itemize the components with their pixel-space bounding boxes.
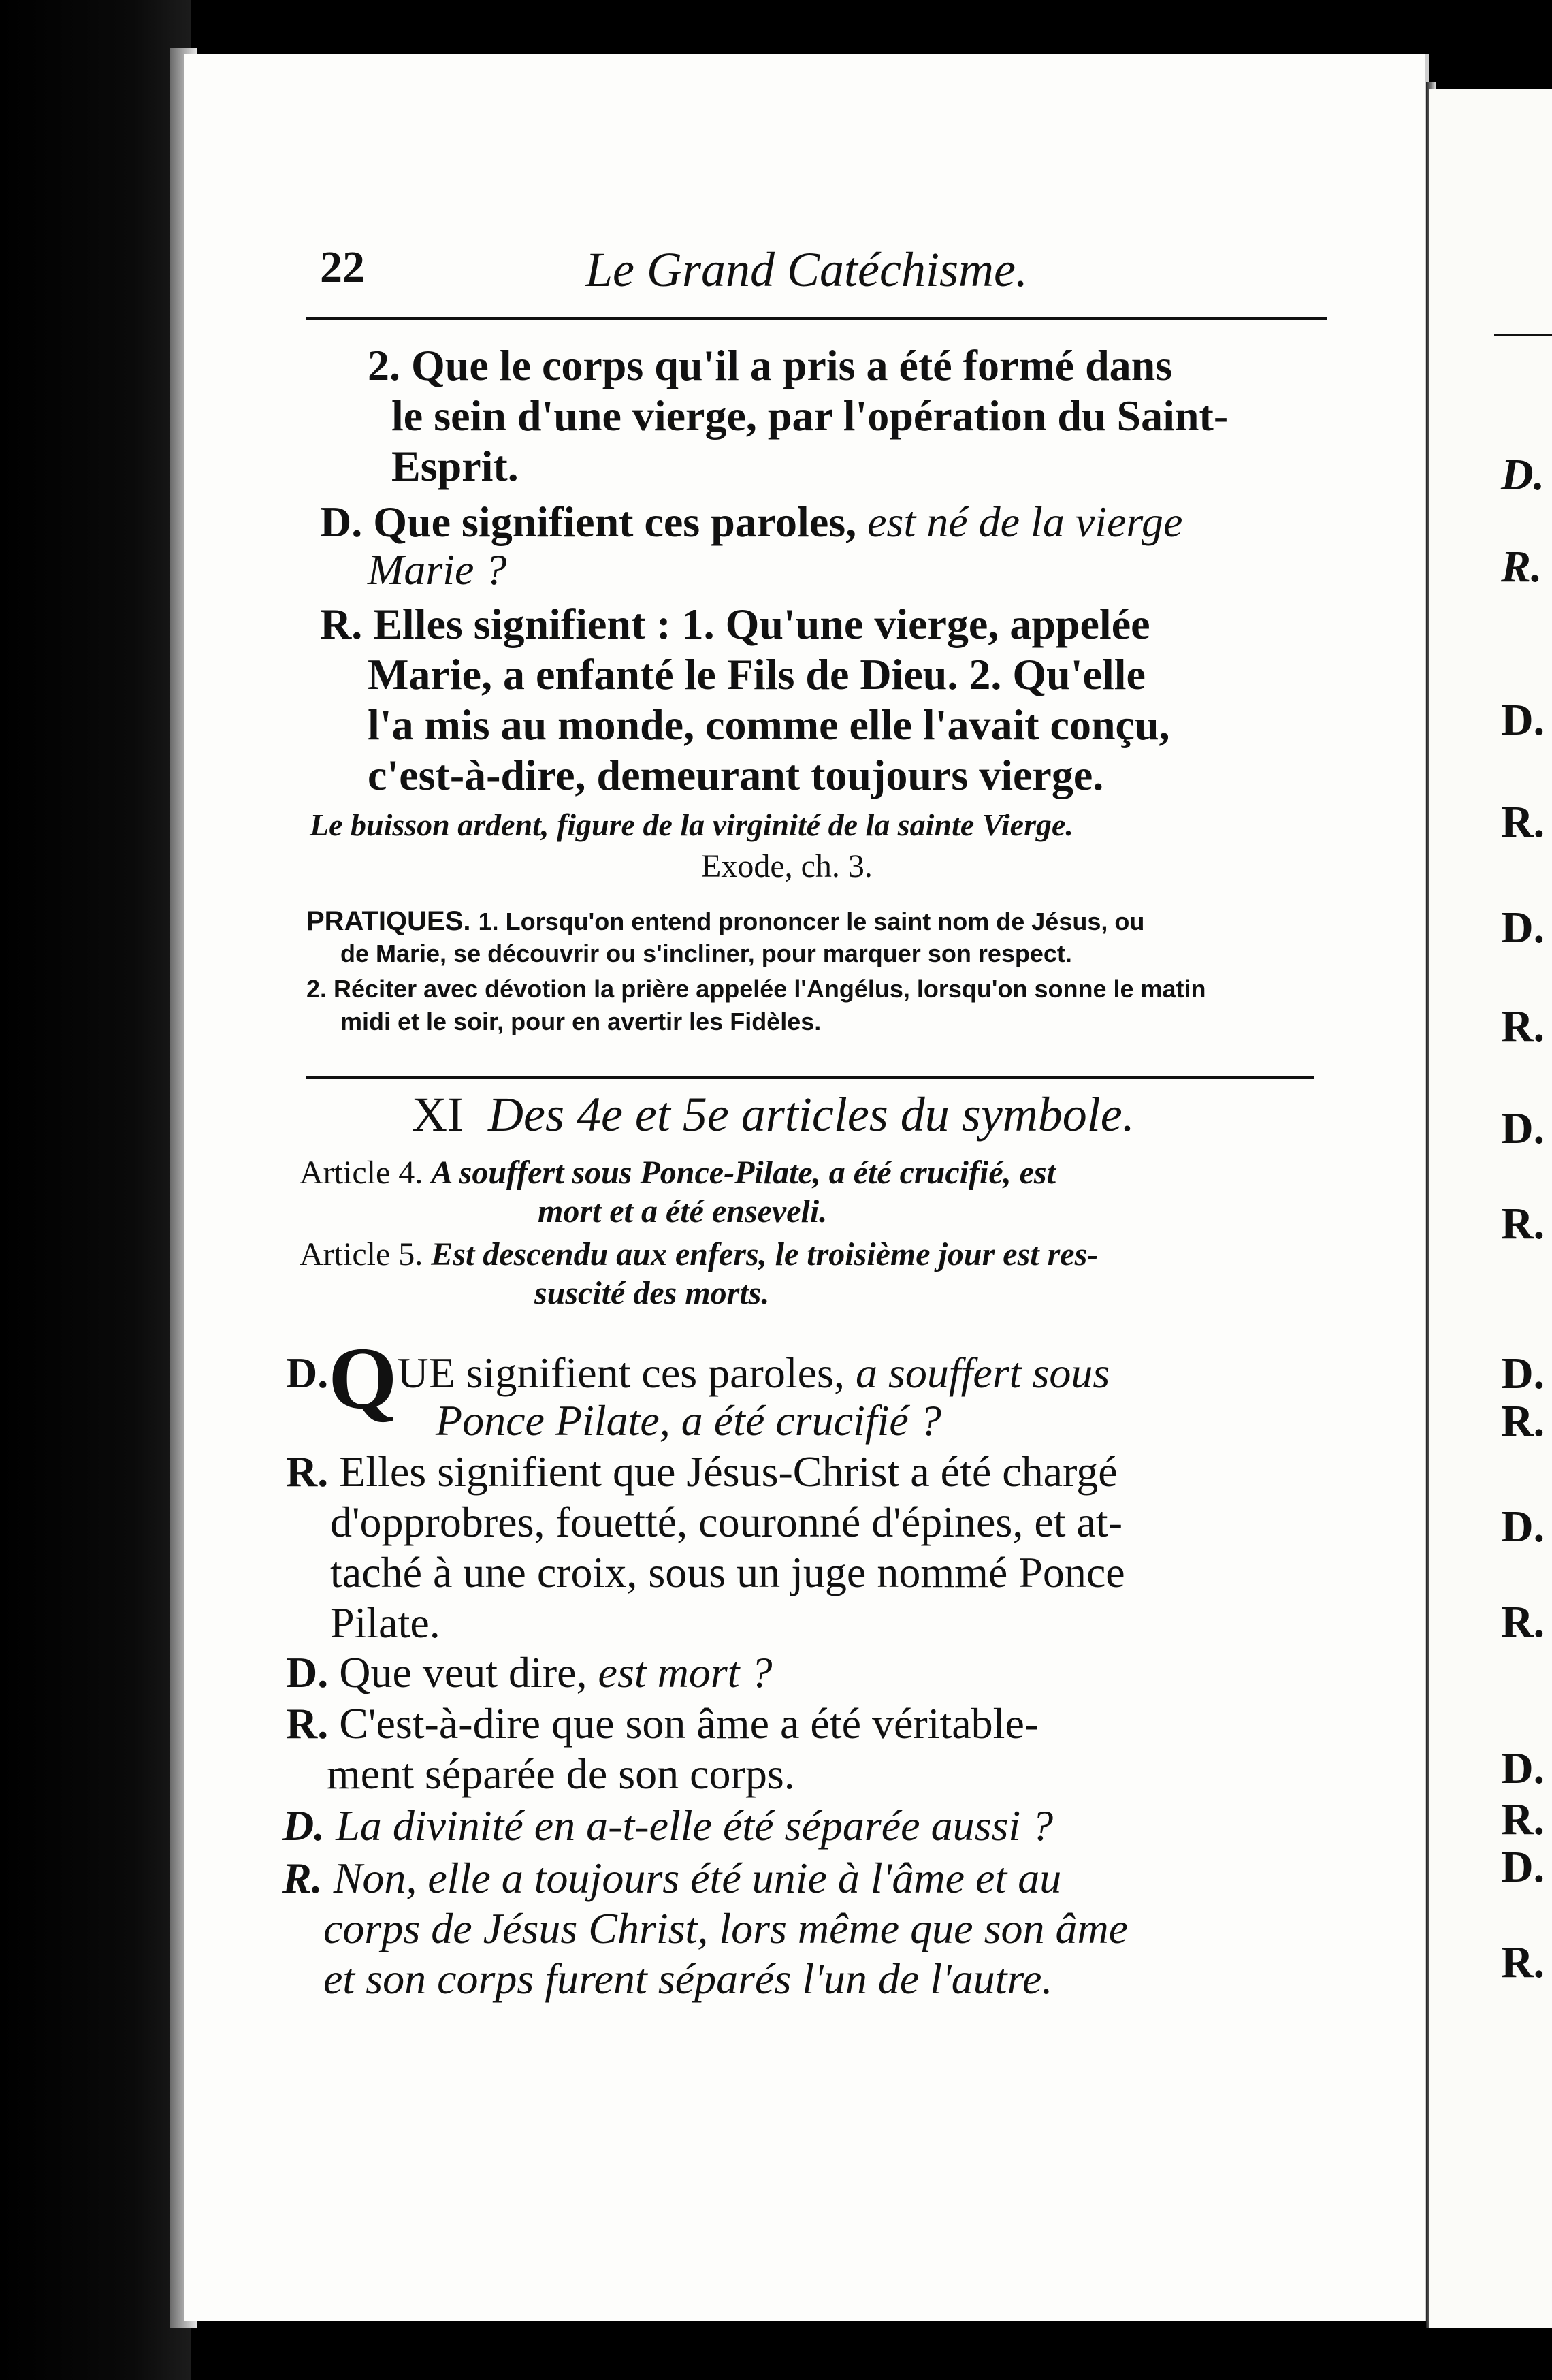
right-page-label: D.	[1501, 1104, 1545, 1153]
answer-label: R.	[282, 1854, 323, 1902]
right-page-label: R.	[1501, 1199, 1545, 1249]
right-page-label: R.	[1501, 1795, 1545, 1844]
figure-reference: Exode, ch. 3.	[701, 848, 873, 884]
page-header	[320, 242, 1327, 303]
answer-text: Elles signifient : 1. Qu'une vierge, appelée	[373, 600, 1150, 648]
text-line: ment séparée de son corps.	[327, 1750, 795, 1798]
question-text: UE signifient ces paroles,	[397, 1349, 845, 1397]
answer-text: Elles signifient que Jésus-Christ a été chargé	[339, 1447, 1118, 1496]
text-line: c'est-à-dire, demeurant toujours vierge.	[368, 751, 1104, 799]
answer-text: C'est-à-dire que son âme a été véritable-	[339, 1699, 1039, 1748]
answer-line	[286, 1447, 1118, 1497]
text-line: Esprit.	[391, 442, 519, 490]
page-number: 22	[320, 242, 365, 292]
article-line	[300, 1236, 1098, 1274]
answer-line	[282, 1853, 1061, 1903]
text-line: taché à une croix, sous un juge nommé Ponce	[330, 1548, 1125, 1596]
section-title: Des 4e et 5e articles du symbole.	[487, 1087, 1135, 1142]
question-quote-cont: Ponce Pilate, a été crucifié ?	[436, 1396, 941, 1445]
pratiques-line	[306, 905, 1144, 937]
figure-note: Le buisson ardent, figure de la virginité de la sainte Vierge.	[310, 807, 1073, 842]
right-page-label: R.	[1501, 1937, 1545, 1987]
book-spine	[0, 0, 191, 2380]
article-text: A souffert sous Ponce-Pilate, a été crucifié, est	[431, 1155, 1056, 1191]
right-page-label: R.	[1501, 542, 1542, 592]
article-label: Article 5.	[300, 1236, 423, 1272]
question-label: D.	[286, 1648, 329, 1696]
question-text: Que signifient ces paroles,	[373, 498, 857, 546]
running-title: Le Grand Catéchisme.	[585, 242, 1028, 297]
answer-line	[320, 599, 1150, 649]
right-page-label: D.	[1501, 1349, 1545, 1398]
text-line: corps de Jésus Christ, lors même que son âme	[323, 1904, 1129, 1952]
section-rule	[306, 1076, 1314, 1079]
question-quote: est né de la vierge	[867, 498, 1183, 546]
right-page-label: R.	[1501, 797, 1545, 847]
question-line	[286, 1647, 773, 1698]
question-text: Que veut dire,	[339, 1648, 587, 1696]
text-line: le sein d'une vierge, par l'opération du Saint-	[391, 391, 1229, 440]
section-heading	[412, 1089, 1135, 1140]
text-line: mort et a été enseveli.	[538, 1193, 828, 1229]
answer-text: Non, elle a toujours été unie à l'âme et au	[333, 1854, 1062, 1902]
question-label: D.	[282, 1801, 325, 1850]
right-page-fragment	[1429, 89, 1552, 2328]
answer-label: R.	[286, 1699, 329, 1748]
header-rule	[306, 317, 1327, 320]
text-line: 2. Que le corps qu'il a pris a été formé dans	[368, 341, 1173, 389]
answer-line	[286, 1699, 1039, 1749]
question-quote: est mort ?	[598, 1648, 773, 1696]
text-line: de Marie, se découvrir ou s'incliner, pour marquer son respect.	[340, 939, 1072, 967]
text-line: l'a mis au monde, comme elle l'avait conçu,	[368, 701, 1170, 749]
question-label: D.	[320, 498, 363, 546]
right-page-label: R.	[1501, 1396, 1545, 1446]
right-page-label: D.	[1501, 1502, 1545, 1551]
text-line: Marie, a enfanté le Fils de Dieu. 2. Qu'elle	[368, 650, 1146, 698]
right-page-label: D.	[1501, 903, 1545, 952]
text-line: Pilate.	[330, 1598, 440, 1647]
answer-label: R.	[286, 1447, 329, 1496]
question-text: La divinité en a-t-elle été séparée aussi ?	[336, 1801, 1054, 1850]
article-text: Est descendu aux enfers, le troisième jour est res-	[431, 1236, 1099, 1272]
text-line: 2. Réciter avec dévotion la prière appelée l'Angélus, lorsqu'on sonne le matin	[306, 975, 1206, 1003]
section-number: XI	[412, 1087, 464, 1142]
text-line: suscité des morts.	[534, 1275, 770, 1311]
answer-label: R.	[320, 600, 363, 648]
text-line: et son corps furent séparés l'un de l'autre.	[323, 1955, 1053, 2003]
question-quote-cont: Marie ?	[368, 545, 507, 594]
question-label: D.	[286, 1349, 329, 1397]
question-line	[320, 497, 1182, 547]
question-quote: a souffert sous	[855, 1349, 1110, 1397]
pratiques-text: 1. Lorsqu'on entend prononcer le saint nom de Jésus, ou	[478, 907, 1145, 935]
right-page-label: D.	[1501, 1743, 1545, 1793]
article-label: Article 4.	[300, 1155, 423, 1191]
right-page-label: D.	[1501, 450, 1545, 500]
right-page-label: D.	[1501, 695, 1545, 745]
right-page-label: R.	[1501, 1597, 1545, 1647]
question-line	[282, 1801, 1053, 1851]
pratiques-label: PRATIQUES.	[306, 906, 471, 936]
text-line: midi et le soir, pour en avertir les Fidèles.	[340, 1008, 822, 1035]
article-line	[300, 1154, 1056, 1192]
right-page-rule	[1494, 334, 1552, 336]
drop-cap: Q	[328, 1330, 398, 1428]
right-page-label: D.	[1501, 1842, 1545, 1892]
text-line: d'opprobres, fouetté, couronné d'épines, et at-	[330, 1498, 1122, 1546]
right-page-label: R.	[1501, 1001, 1545, 1051]
